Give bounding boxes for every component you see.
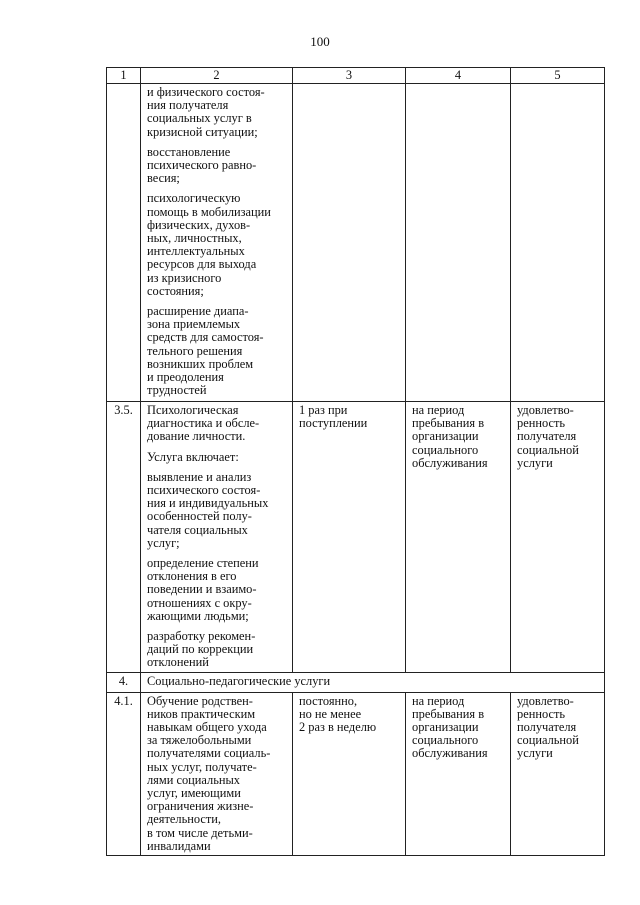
duration (406, 84, 511, 402)
text-line: интеллектуальных (147, 244, 245, 259)
service-description (141, 692, 293, 855)
table-row-4-1 (107, 692, 605, 855)
text-line: отклонения в его (147, 569, 237, 584)
text-line: пребывания в (412, 416, 485, 431)
table-row-continuation (107, 84, 605, 402)
page-number: 100 (310, 34, 330, 49)
text-line: на период (412, 693, 465, 708)
row-number: 4.1. (107, 692, 141, 855)
text-line: чателя социальных (147, 522, 248, 537)
text-line: состояния; (147, 283, 204, 298)
text-line: жающими людьми; (147, 608, 249, 623)
text-line: определение степени (147, 556, 259, 571)
section-title: Социально-педагогические услуги (141, 672, 605, 692)
services-table (106, 67, 605, 856)
text-line: за тяжелобольными (147, 733, 252, 748)
text-line: получателя (517, 720, 577, 735)
text-line: ных услуг, получате- (147, 759, 257, 774)
header-row (107, 68, 605, 84)
text-line: диагностика и обсле- (147, 416, 260, 431)
quality-indicator (511, 84, 605, 402)
text-line: физических, духов- (147, 217, 251, 232)
text-line: ограничения жизне- (147, 799, 254, 814)
quality-indicator (511, 692, 605, 855)
frequency (293, 402, 406, 673)
text-line: обслуживания (412, 455, 488, 470)
text-line: навыкам общего ухода (147, 720, 267, 735)
text-line: ников практическим (147, 706, 256, 721)
text-line: ренность (517, 416, 566, 431)
text-line: социального (412, 442, 479, 457)
text-line: психологическую (147, 191, 241, 206)
text-line: организации (412, 720, 479, 735)
header-cell-2: 2 (141, 68, 293, 84)
text-line: психического равно- (147, 158, 257, 173)
frequency (293, 84, 406, 402)
text-line: восстановление (147, 144, 231, 159)
text-line: Обучение родствен- (147, 693, 253, 708)
quality-indicator (511, 402, 605, 673)
text-line: и физического состоя- (147, 85, 265, 99)
paragraph (147, 192, 288, 298)
section-row (107, 672, 605, 692)
row-number: 3.5. (107, 402, 141, 673)
text-line: постоянно, (299, 693, 358, 708)
text-line: Психологическая (147, 403, 239, 417)
service-description (141, 402, 293, 673)
text-line: на период (412, 403, 465, 417)
text-line: и преодоления (147, 370, 224, 385)
frequency (293, 692, 406, 855)
text-line: отклонений (147, 655, 209, 670)
duration (406, 402, 511, 673)
text-line: тельного решения (147, 343, 243, 358)
text-line: лями социальных (147, 772, 241, 787)
text-line: весия; (147, 171, 180, 186)
text-line: удовлетво- (517, 693, 574, 708)
paragraph (147, 471, 288, 550)
text-line: социального (412, 733, 479, 748)
text-line: ресурсов для выхода (147, 257, 257, 272)
text-line: выявление и анализ (147, 469, 252, 484)
text-line: зона приемлемых (147, 317, 241, 332)
text-line: поступлении (299, 416, 368, 431)
text-line: получателя (517, 429, 577, 444)
text-line: деятельности, (147, 812, 222, 827)
text-line: разработку рекомен- (147, 629, 256, 644)
paragraph (147, 305, 288, 397)
text-line: Услуга включает: (147, 449, 239, 464)
paragraph (147, 630, 288, 670)
text-line: дование личности. (147, 429, 246, 444)
paragraph (147, 404, 288, 444)
text-line: даций по коррекции (147, 642, 254, 657)
text-line: возникших проблем (147, 356, 254, 371)
text-line: ных, личностных, (147, 231, 242, 246)
text-line: обслуживания (412, 746, 488, 761)
row-number (107, 84, 141, 402)
text-line: услуг, имеющими (147, 786, 241, 801)
text-line: социальной (517, 733, 579, 748)
text-line: из кризисного (147, 270, 222, 285)
paragraph (147, 86, 288, 139)
text-line: средств для самостоя- (147, 330, 264, 345)
paragraph (147, 451, 288, 464)
text-line: трудностей (147, 383, 207, 398)
header-cell-3: 3 (293, 68, 406, 84)
duration (406, 692, 511, 855)
text-line: социальной (517, 442, 579, 457)
text-line: но не менее (299, 706, 362, 721)
text-line: социальных услуг в (147, 111, 252, 126)
text-line: особенностей полу- (147, 509, 252, 524)
text-line: отношениях с окру- (147, 595, 252, 610)
table-row-3-5 (107, 402, 605, 673)
section-number: 4. (107, 672, 141, 692)
text-line: поведении и взаимо- (147, 582, 257, 597)
text-line: в том числе детьми- (147, 825, 253, 840)
text-line: помощь в мобилизации (147, 204, 271, 219)
text-line: ренность (517, 706, 566, 721)
text-line: ния получателя (147, 98, 229, 113)
paragraph (147, 146, 288, 186)
text-line: кризисной ситуации; (147, 124, 258, 139)
text-line: инвалидами (147, 838, 211, 853)
text-line: услуг; (147, 535, 180, 550)
service-description (141, 84, 293, 402)
text-line: психического состоя- (147, 483, 261, 498)
text-line: услуги (517, 746, 553, 761)
header-cell-5: 5 (511, 68, 605, 84)
text-line: расширение диапа- (147, 304, 249, 319)
text-line: организации (412, 429, 479, 444)
text-line: услуги (517, 455, 553, 470)
text-line: удовлетво- (517, 403, 574, 417)
paragraph (147, 557, 288, 623)
text-line: пребывания в (412, 706, 485, 721)
text-line: 1 раз при (299, 403, 348, 417)
text-line: 2 раз в неделю (299, 720, 377, 735)
text-line: ния и индивидуальных (147, 496, 269, 511)
header-cell-4: 4 (406, 68, 511, 84)
text-line: получателями социаль- (147, 746, 271, 761)
header-cell-1: 1 (107, 68, 141, 84)
